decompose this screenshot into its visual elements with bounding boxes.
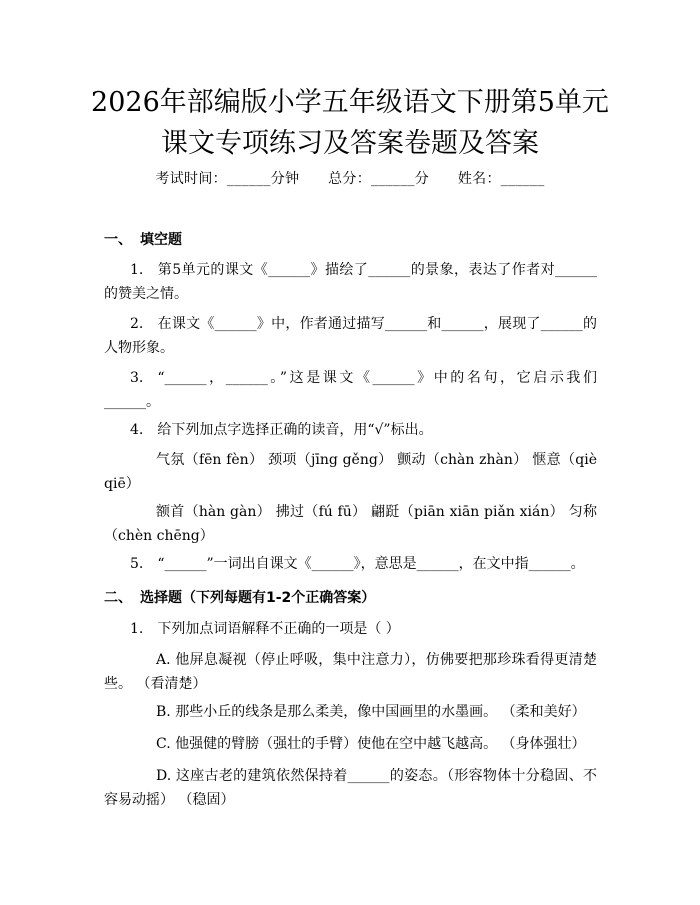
exam-time: 考试时间：______分钟 (155, 171, 300, 187)
student-name: 姓名：______ (457, 171, 545, 187)
question-item: 1. 下列加点词语解释不正确的一项是（ ） (130, 621, 400, 637)
question-item: 5. “______”一词出自课文《______》，意思是______，在文中指______。 (130, 556, 585, 572)
section-heading-fill-blank: 一、 填空题 (104, 232, 182, 248)
pinyin-row: 额首（hàn gàn） 拂过（fú fū） 翩跹（piān xiān piǎn xián） 匀称（chèn chēng） (104, 504, 597, 544)
question-item: 1. 第5单元的课文《______》描绘了______的景象，表达了作者对______的赞美之情。 (104, 262, 597, 302)
exam-score: 总分：______分 (328, 171, 430, 187)
section-heading-choice: 二、 选择题（下列每题有1-2个正确答案） (104, 590, 376, 606)
title-line-2: 课文专项练习及答案卷题及答案 (161, 128, 539, 159)
pinyin-row: 气氛（fēn fèn） 颈项（jīng gěng） 颤动（chàn zhàn） 惬意（qiè qiē） (104, 452, 597, 492)
document-title (60, 82, 640, 164)
option-c: C. 他强健的臂膀（强壮的手臂）使他在空中越飞越高。 （身体强壮） (156, 736, 586, 752)
option-a: A. 他屏息凝视（停止呼吸，集中注意力），仿佛要把那珍珠看得更清楚些。 （看清楚） (104, 652, 597, 692)
option-b: B. 那些小丘的线条是那么柔美，像中国画里的水墨画。 （柔和美好） (156, 704, 586, 720)
question-item: 3. “______，______。”这是课文《______》中的名句，它启示我们______。 (104, 370, 597, 410)
exam-meta (0, 168, 700, 188)
question-item: 2. 在课文《______》中，作者通过描写______和______，展现了______的人物形象。 (104, 316, 597, 356)
title-line-1: 2026年部编版小学五年级语文下册第5单元 (91, 87, 609, 118)
question-item: 4. 给下列加点字选择正确的读音，用“√”标出。 (130, 422, 433, 438)
option-d: D. 这座古老的建筑依然保持着______的姿态。（形容物体十分稳固、不容易动摇） （稳固） (104, 768, 597, 808)
